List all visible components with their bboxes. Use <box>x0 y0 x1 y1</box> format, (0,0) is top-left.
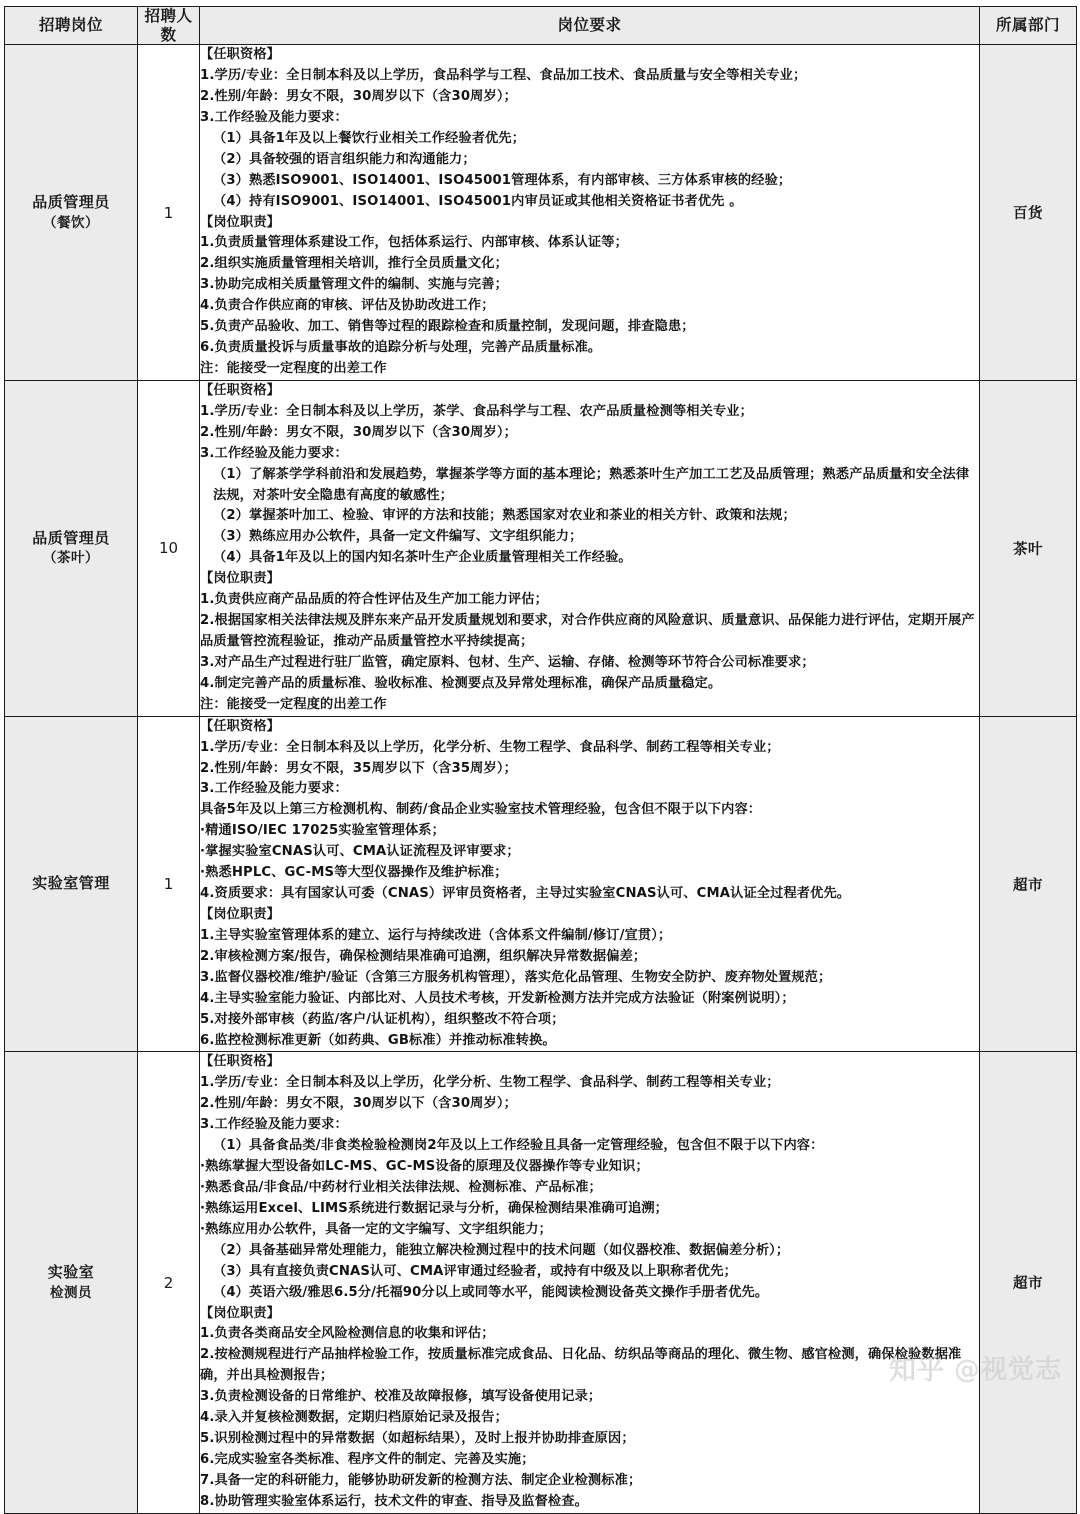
requirement-line: 2.性别/年龄：男女不限，30周岁以下（含30周岁）； <box>200 1096 517 1112</box>
requirement-line: 3.工作经验及能力要求： <box>200 109 348 125</box>
requirement-line: 1.学历/专业：全日制本科及以上学历，化学分析、生物工程学、食品科学、制药工程等相关专业； <box>200 739 780 755</box>
requirement-line: （4）具备1年及以上的国内知名茶叶生产企业质量管理相关工作经验。 <box>213 550 632 566</box>
requirement-list <box>200 381 979 716</box>
requirement-line: 3.对产品生产过程进行驻厂监管，确定原料、包材、生产、运输、存储、检测等环节符合公司标准要求； <box>200 654 815 670</box>
requirement-line: 2.根据国家相关法律法规及胖东来产品开发质量规划和要求，对合作供应商的风险意识、质量意识、品保能力进行评估，定期开展产品质量管控流程验证，推动产品质量管控水平持续提高； <box>200 613 975 649</box>
headcount-cell: 1 <box>138 45 200 381</box>
requirement-line: 7.具备一定的科研能力，能够协助研发新的检测方法、制定企业检测标准； <box>200 1472 642 1488</box>
requirement-line: 注：能接受一定程度的出差工作 <box>200 696 387 712</box>
requirement-line: 6.负责质量投诉与质量事故的追踪分析与处理，完善产品质量标准。 <box>200 340 602 356</box>
requirement-line: 6.完成实验室各类标准、程序文件的制定、完善及实施； <box>200 1451 535 1467</box>
requirement-line: 【任职资格】 <box>200 382 281 398</box>
requirement-line: ·熟练运用Excel、LIMS系统进行数据记录与分析，确保检测结果准确可追溯； <box>200 1200 669 1216</box>
requirement-line: 2.按检测规程进行产品抽样检验工作，按质量标准完成食品、日化品、纺织品等商品的理化、微生物、感官检测，确保检验数据准确，并出具检测报告； <box>200 1347 962 1384</box>
requirement-line: 1.主导实验室管理体系的建立、运行与持续改进（含体系文件编制/修订/宣贯）； <box>200 927 672 943</box>
zhihu-logo: 知乎 <box>888 1355 945 1386</box>
department-cell: 超市 <box>980 1052 1077 1513</box>
requirement-line: 3.工作经验及能力要求： <box>200 781 348 797</box>
requirement-line: 【岗位职责】 <box>200 1305 281 1321</box>
requirement-line: 5.对接外部审核（药监/客户/认证机构），组织整改不符合项； <box>200 1011 565 1027</box>
requirement-line: 3.负责检测设备的日常维护、校准及故障报修，填写设备使用记录； <box>200 1389 602 1405</box>
job-title-sub: （餐饮） <box>43 214 99 231</box>
recruitment-table <box>4 6 1077 1514</box>
requirement-line: （3）具有直接负责CNAS认可、CMA评审通过经验者，或持有中级及以上职称者优先； <box>213 1263 737 1279</box>
requirement-line: （3）熟练应用办公软件，具备一定文件编写、文字组织能力； <box>213 529 583 545</box>
requirement-line: 【任职资格】 <box>200 718 281 734</box>
requirement-line: （2）掌握茶叶加工、检验、审评的方法和技能；熟悉国家对农业和茶业的相关方针、政策和法规； <box>213 508 796 524</box>
requirement-line: 1.负责各类商品安全风险检测信息的收集和评估； <box>200 1326 495 1342</box>
requirement-line: （2）具备较强的语言组织能力和沟通能力； <box>213 151 476 167</box>
requirement-line: 2.审核检测方案/报告，确保检测结果准确可追溯，组织解决异常数据偏差； <box>200 948 647 964</box>
headcount-cell: 1 <box>138 716 200 1052</box>
table-header-row <box>5 7 1077 45</box>
job-title-main: 品质管理员 <box>32 528 110 547</box>
requirement-line: 4.主导实验室能力验证、内部比对、人员技术考核，开发新检测方法并完成方法验证（附案例说明）； <box>200 990 795 1006</box>
requirements-cell <box>200 45 980 381</box>
job-title-sub: 检测员 <box>50 1284 92 1301</box>
headcount-cell: 10 <box>138 380 200 716</box>
requirement-line: 1.负责供应商产品品质的符合性评估及生产加工能力评估； <box>200 592 548 608</box>
requirement-list <box>200 717 979 1052</box>
job-title-main: 品质管理员 <box>32 192 110 211</box>
requirement-line: 4.资质要求：具有国家认可委（CNAS）评审员资格者，主导过实验室CNAS认可、CMA认证全过程者优先。 <box>200 886 851 902</box>
requirement-line: 具备5年及以上第三方检测机构、制药/食品企业实验室技术管理经验，包含但不限于以下内容： <box>200 802 762 818</box>
requirement-line: 4.录入并复核检测数据，定期归档原始记录及报告； <box>200 1410 508 1426</box>
requirement-line: （4）持有ISO9001、ISO14001、ISO45001内审员证或其他相关资格证书者优先 。 <box>213 193 743 209</box>
requirement-line: （1）具备1年及以上餐饮行业相关工作经验者优先； <box>213 130 526 146</box>
requirement-line: （2）具备基础异常处理能力，能独立解决检测过程中的技术问题（如仪器校准、数据偏差分析）； <box>213 1242 790 1258</box>
requirement-line: 3.监督仪器校准/维护/验证（含第三方服务机构管理），落实危化品管理、生物安全防护、废弃物处置规范； <box>200 969 832 985</box>
table-row <box>5 45 1077 381</box>
table-header <box>5 7 1077 45</box>
requirement-line: 3.工作经验及能力要求： <box>200 1117 348 1133</box>
table-body <box>5 45 1077 1514</box>
requirement-line: 1.负责质量管理体系建设工作，包括体系运行、内部审核、体系认证等； <box>200 235 628 251</box>
requirements-cell <box>200 1052 980 1513</box>
requirement-line: （1）了解茶学学科前沿和发展趋势，掌握茶学等方面的基本理论；熟悉茶叶生产加工工艺及品质管理；熟悉产品质量和安全法律法规，对茶叶安全隐患有高度的敏感性； <box>213 466 970 503</box>
job-title-cell <box>5 716 138 1052</box>
requirement-line: 5.识别检测过程中的异常数据（如超标结果），及时上报并协助排查原因； <box>200 1431 635 1447</box>
requirement-line: 【任职资格】 <box>200 1054 281 1070</box>
requirement-line: ·熟悉食品/非食品/中药材行业相关法律法规、检测标准、产品标准； <box>200 1179 602 1195</box>
requirement-line: 3.工作经验及能力要求： <box>200 445 348 461</box>
requirement-line: ·掌握实验室CNAS认可、CMA认证流程及评审要求； <box>200 844 520 860</box>
requirement-line: ·熟悉HPLC、GC-MS等大型仪器操作及维护标准； <box>200 865 508 881</box>
requirement-line: 5.负责产品验收、加工、销售等过程的跟踪检查和质量控制，发现问题，排查隐患； <box>200 319 695 335</box>
requirement-line: 1.学历/专业：全日制本科及以上学历，食品科学与工程、食品加工技术、食品质量与安全等相关专业； <box>200 68 807 84</box>
requirement-list <box>200 45 979 380</box>
requirement-line: ·精通ISO/IEC 17025实验室管理体系； <box>200 823 445 839</box>
job-title-cell <box>5 1052 138 1513</box>
requirement-line: 【岗位职责】 <box>200 571 281 587</box>
requirement-line: 3.协助完成相关质量管理文件的编制、实施与完善； <box>200 277 508 293</box>
column-header-department: 所属部门 <box>980 7 1077 45</box>
job-title-cell <box>5 380 138 716</box>
watermark-handle: @视觉志 <box>953 1355 1062 1385</box>
job-title-main: 实验室 <box>47 1262 95 1281</box>
table-row <box>5 380 1077 716</box>
job-title-main: 实验室管理 <box>32 874 110 893</box>
requirement-line: ·熟练应用办公软件，具备一定的文字编写、文字组织能力； <box>200 1221 552 1237</box>
requirement-line: （1）具备食品类/非食类检验检测岗2年及以上工作经验且具备一定管理经验，包含但不限于以下内容： <box>213 1138 824 1154</box>
requirement-line: 8.协助管理实验室体系运行，技术文件的审查、指导及监督检查。 <box>200 1493 588 1509</box>
department-cell: 百货 <box>980 45 1077 381</box>
department-cell: 超市 <box>980 716 1077 1052</box>
table-row <box>5 716 1077 1052</box>
headcount-cell: 2 <box>138 1052 200 1513</box>
requirement-line: 【岗位职责】 <box>200 214 281 230</box>
requirement-line: 4.负责合作供应商的审核、评估及协助改进工作； <box>200 298 495 314</box>
requirement-line: 注：能接受一定程度的出差工作 <box>200 361 387 377</box>
requirement-line: 2.性别/年龄：男女不限，30周岁以下（含30周岁）； <box>200 89 517 105</box>
requirement-line: 【任职资格】 <box>200 47 281 63</box>
requirement-line: （4）英语六级/雅思6.5分/托福90分以上或同等水平，能阅读检测设备英文操作手册者优先。 <box>213 1284 769 1300</box>
column-header-count: 招聘人数 <box>138 7 200 45</box>
requirement-line: 2.性别/年龄：男女不限，30周岁以下（含30周岁）； <box>200 424 517 440</box>
requirements-cell <box>200 716 980 1052</box>
column-header-requirements: 岗位要求 <box>200 7 980 45</box>
column-header-post: 招聘岗位 <box>5 7 138 45</box>
requirement-line: （3）熟悉ISO9001、ISO14001、ISO45001管理体系，有内部审核、三方体系审核的经验； <box>213 172 792 188</box>
requirement-line: 1.学历/专业：全日制本科及以上学历，化学分析、生物工程学、食品科学、制药工程等相关专业； <box>200 1075 780 1091</box>
requirement-line: ·熟练掌握大型设备如LC-MS、GC-MS设备的原理及仪器操作等专业知识； <box>200 1159 649 1175</box>
requirement-line: 2.性别/年龄：男女不限，35周岁以下（含35周岁）； <box>200 760 517 776</box>
requirements-cell <box>200 380 980 716</box>
requirement-line: 2.组织实施质量管理相关培训，推行全员质量文化； <box>200 256 508 272</box>
department-cell: 茶叶 <box>980 380 1077 716</box>
requirement-line: 6.监控检测标准更新（如药典、GB标准）并推动标准转换。 <box>200 1032 556 1048</box>
requirement-line: 4.制定完善产品的质量标准、验收标准、检测要点及异常处理标准，确保产品质量稳定。 <box>200 675 722 691</box>
job-title-sub: （茶叶） <box>43 550 99 567</box>
table-row <box>5 1052 1077 1513</box>
requirement-line: 1.学历/专业：全日制本科及以上学历，茶学、食品科学与工程、农产品质量检测等相关专业； <box>200 403 753 419</box>
job-title-cell <box>5 45 138 381</box>
requirement-list <box>200 1052 979 1512</box>
requirement-line: 【岗位职责】 <box>200 906 281 922</box>
